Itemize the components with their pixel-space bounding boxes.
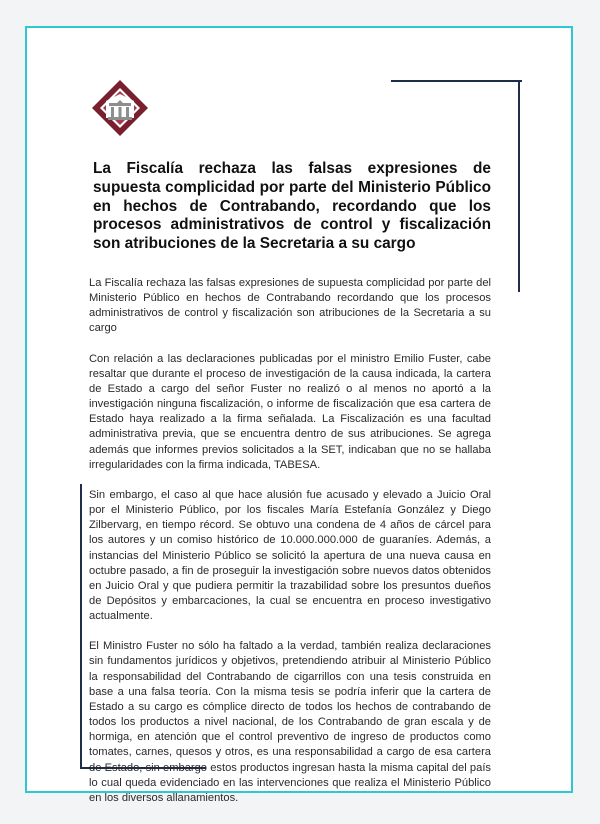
fiscalia-logo-icon — [90, 78, 150, 138]
paragraph-case: Sin embargo, el caso al que hace alusión fue acusado y elevado a Juicio Oral por el Ministerio Público, por los fiscales María Estefanía González y Diego Zilbervarg, en tiempo récord. Se obtuvo una condena de 4 años de cárcel para los autores y un comiso histórico de 10.000.000.000 de guaraníes. Además, a instancias del Ministerio Público se solicitó la apertura de una nueva causa en octubre pasado, a fin de proseguir la investigación sobre nuevos datos obtenidos en Juicio Oral y que pudiera permitir la trazabilidad sobre los presuntos dueños de Depósitos y embarcaciones, la cual se encuentra en proceso investigativo actualmente. — [89, 488, 491, 623]
decorative-corner-top-right-vertical — [518, 80, 520, 292]
paragraph-declarations: Con relación a las declaraciones publicadas por el ministro Emilio Fuster, cabe resaltar que durante el proceso de investigación de la causa indicada, la cartera de Estado a cargo del señor Fuster no realizó o al menos no aportó a la investigación ninguna fiscalización, o informe de fiscalización que esa cartera de Estado haya realizado a la firma señalada. La Fiscalización es una facultad administrativa previa, que se encuentra dentro de sus atribuciones. Se agrega además que informes previos solicitados a la SET, indicaban que no se hallaba irregularidades con la firma indicada, TABESA. — [89, 352, 491, 471]
article-body — [89, 276, 491, 821]
decorative-corner-bottom-left-vertical — [80, 484, 82, 769]
decorative-corner-top-right-horizontal — [391, 80, 522, 82]
paragraph-summary: La Fiscalía rechaza las falsas expresiones de supuesta complicidad por parte del Ministerio Público en hechos de Contrabando recordando que los procesos administrativos de control y fiscalización son atribuciones de la Secretaria a su cargo — [89, 277, 491, 335]
headline: La Fiscalía rechaza las falsas expresiones de supuesta complicidad por parte del Ministerio Público en hechos de Contrabando, recordando que los procesos administrativos de control y fiscalización son atribuciones de la Secretaria a su cargo — [93, 160, 491, 253]
paragraph-minister: El Ministro Fuster no sólo ha faltado a la verdad, también realiza declaraciones sin fundamentos jurídicos y objetivos, pretendiendo atribuir al Ministerio Público la responsabilidad del Contrabando de cigarrillos con una tesis construida en base a una falsa teoría. Con la misma tesis se podría inferir que la cartera de Estado a su cargo es cómplice directo de todos los hechos de contrabando de todos los productos a nivel nacional, de los Contrabando de gran escala y de hormiga, en atención que el control preventivo de ingreso de productos como tomates, carnes, quesos y otros, es una responsabilidad a cargo de esa cartera de Estado, sin embargo estos productos ingresan hasta la misma capital del país lo cual queda evidenciado en las intervenciones que realiza el Ministerio Público en los diversos allanamientos. — [89, 640, 491, 804]
